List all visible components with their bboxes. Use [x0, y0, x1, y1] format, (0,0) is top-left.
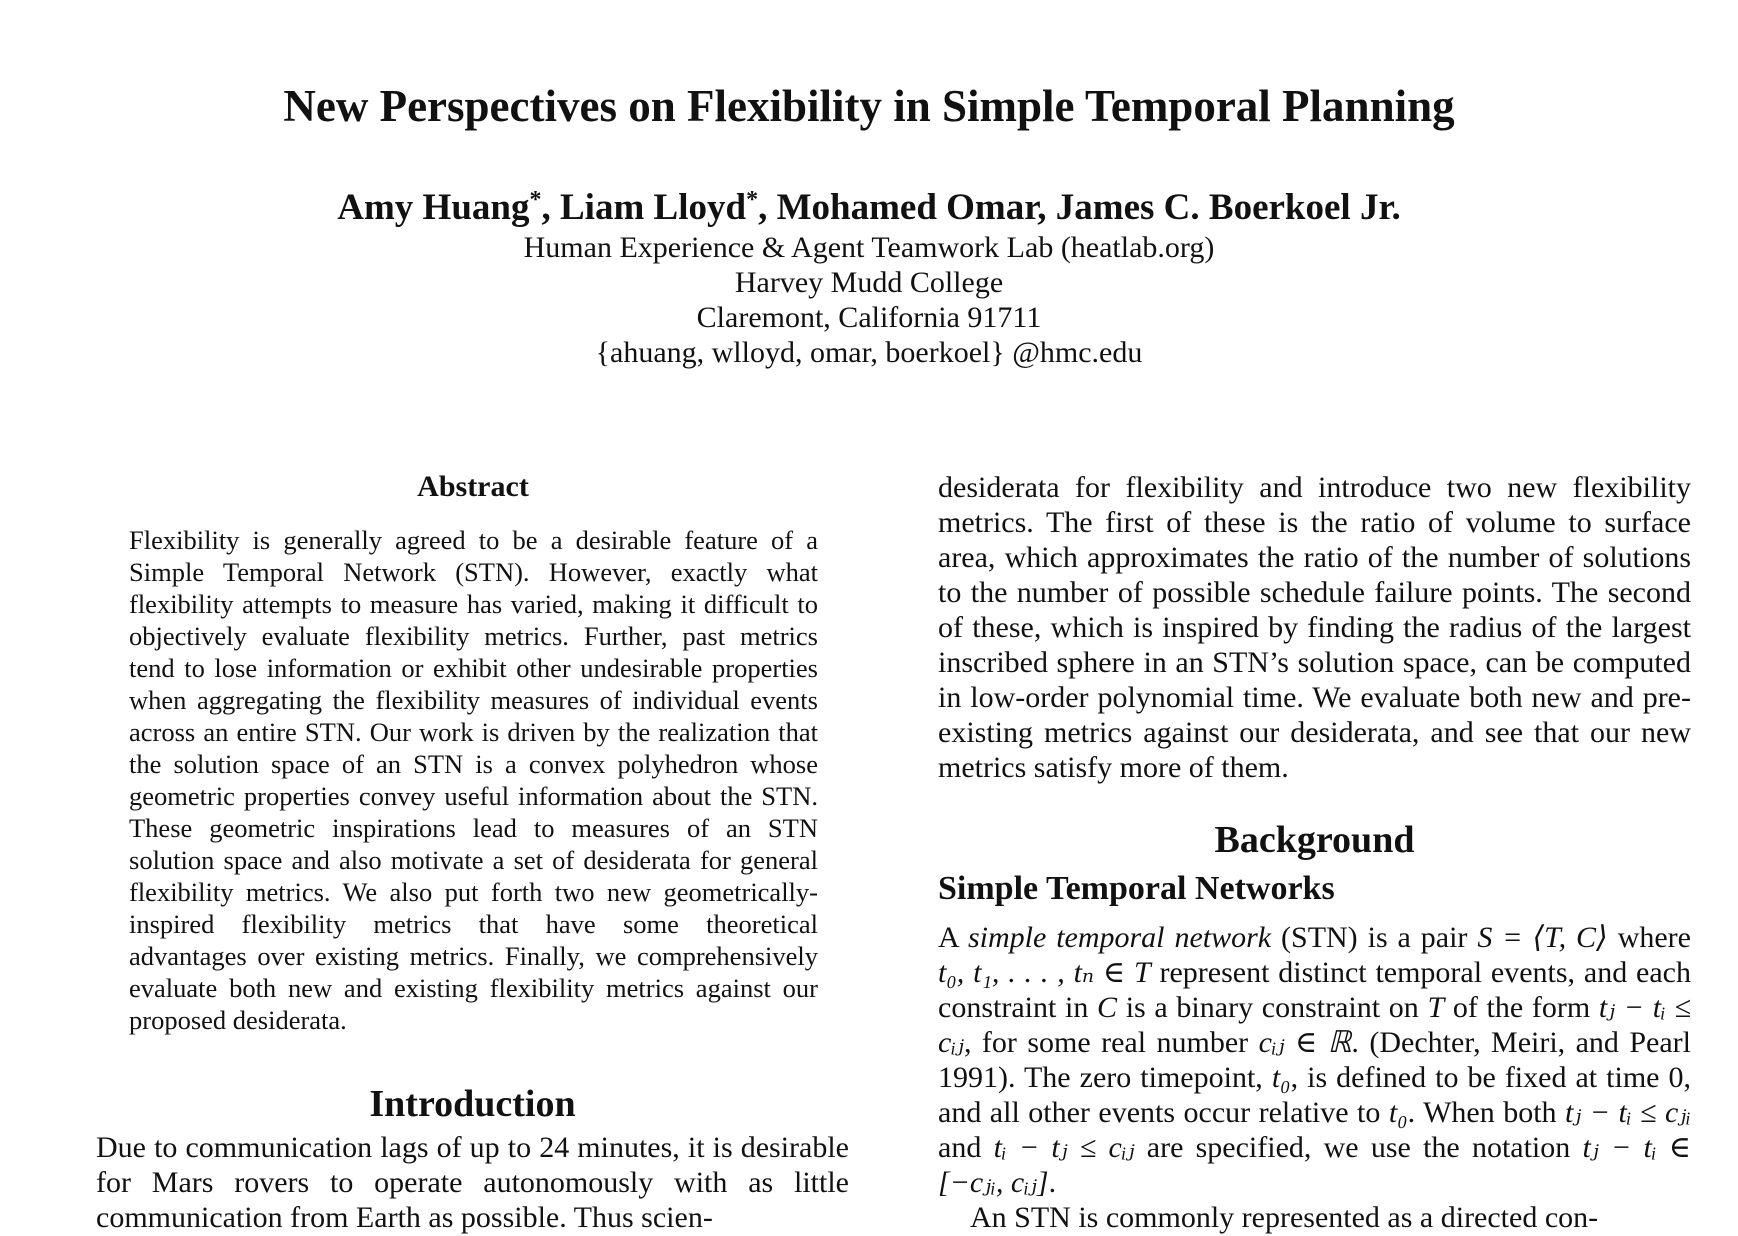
stn-text: , is defined to be fixed at time 0, and all other events occur relative to	[938, 1061, 1692, 1129]
stn-text: . (Dechter, Meiri, and Pearl 1991). The zero timepoint,	[938, 1026, 1691, 1094]
affiliation-college: Harvey Mudd College	[734, 266, 1004, 299]
introduction-heading: Introduction	[369, 1083, 576, 1125]
author-separator: ,	[541, 187, 560, 228]
stn-text: . When both	[1407, 1096, 1566, 1129]
equal-contribution-mark: *	[746, 187, 759, 213]
stn-text: are specified, we use the notation	[1134, 1131, 1583, 1164]
stn-text: (STN) is a pair	[1271, 921, 1478, 954]
paper-title: New Perspectives on Flexibility in Simple Temporal Planning	[283, 81, 1455, 131]
math-expression: tⱼ − tᵢ ≤ cᵢⱼ	[938, 991, 1691, 1059]
math-expression: T	[1427, 991, 1445, 1024]
stn-subheading: Simple Temporal Networks	[938, 870, 1335, 907]
author-names-rest: Mohamed Omar, James C. Boerkoel Jr.	[776, 187, 1401, 228]
math-expression: tⱼ − tᵢ ≤ cⱼᵢ	[1565, 1096, 1691, 1129]
stn-text: represent distinct temporal events, and each constraint in	[938, 956, 1692, 1024]
affiliation-block	[0, 230, 1738, 370]
abstract-heading: Abstract	[417, 470, 529, 503]
stn-text: is a binary constraint on	[1117, 991, 1428, 1024]
equal-contribution-mark: *	[529, 187, 542, 213]
stn-text: where	[1607, 921, 1691, 954]
abstract-continued-text: desiderata for flexibility and introduce two new flexibility metrics. The first of these is the ratio of volume to surface area, which approximates the ratio of the number of solutions to the number of possible schedule failure points. The second of these, which is inspired by finding the radius of the largest inscribed sphere in an STN’s solution space, can be computed in low-order polynomial time. We evaluate both new and pre-existing metrics against our desiderata, and see that our new metrics satisfy more of them.	[938, 471, 1691, 784]
stn-text: , for some real number	[964, 1026, 1259, 1059]
background-heading: Background	[1214, 819, 1415, 861]
math-expression: tⱼ − tᵢ ∈ [−cⱼᵢ, cᵢⱼ]	[938, 1131, 1692, 1199]
math-expression: t₀, t₁, . . . , tₙ ∈ T	[938, 956, 1151, 989]
affiliation-address: Claremont, California 91711	[696, 301, 1042, 334]
affiliation-email: {ahuang, wlloyd, omar, boerkoel} @hmc.edu	[595, 336, 1143, 369]
author-name: Amy Huang	[337, 187, 530, 228]
math-expression: t₀	[1388, 1096, 1408, 1129]
stn-graph-paragraph: An STN is commonly represented as a directed con-	[970, 1201, 1599, 1234]
math-expression: C	[1097, 991, 1118, 1024]
stn-text: .	[1048, 1166, 1057, 1199]
math-expression: tᵢ − tⱼ ≤ cᵢⱼ	[993, 1131, 1135, 1164]
math-expression: cᵢⱼ ∈ ℝ	[1258, 1026, 1352, 1059]
stn-text: A	[938, 921, 968, 954]
author-name: Liam Lloyd	[560, 187, 747, 228]
introduction-text: Due to communication lags of up to 24 minutes, it is desirable for Mars rovers to operate autonomously with as little communication from Earth as possible. Thus scien-	[96, 1131, 849, 1234]
math-expression: t₀	[1271, 1061, 1291, 1094]
affiliation-lab: Human Experience & Agent Teamwork Lab (heatlab.org)	[523, 231, 1215, 264]
author-list	[0, 186, 1738, 229]
math-expression: S = ⟨T, C⟩	[1477, 921, 1608, 954]
abstract-text: Flexibility is generally agreed to be a desirable feature of a Simple Temporal Network (STN). However, exactly what flexibility attempts to measure has varied, making it difficult to objectively evaluate flexibility metrics. Further, past metrics tend to lose information or exhibit other undesirable properties when aggregating the flexibility measures of individual events across an entire STN. Our work is driven by the realization that the solution space of an STN is a convex polyhedron whose geometric properties convey useful information about the STN. These geometric inspirations lead to measures of an STN solution space and also motivate a set of desiderata for general flexibility metrics. We also put forth two new geometrically-inspired flexibility metrics that have some theoretical advantages over existing metrics. Finally, we comprehensively evaluate both new and existing flexibility metrics against our proposed desiderata.	[129, 525, 818, 1035]
stn-definition-paragraph	[938, 920, 1691, 1200]
stn-text: of the form	[1444, 991, 1599, 1024]
author-separator: ,	[758, 187, 777, 228]
stn-text: and	[938, 1131, 994, 1164]
stn-term: simple temporal network	[967, 921, 1272, 954]
